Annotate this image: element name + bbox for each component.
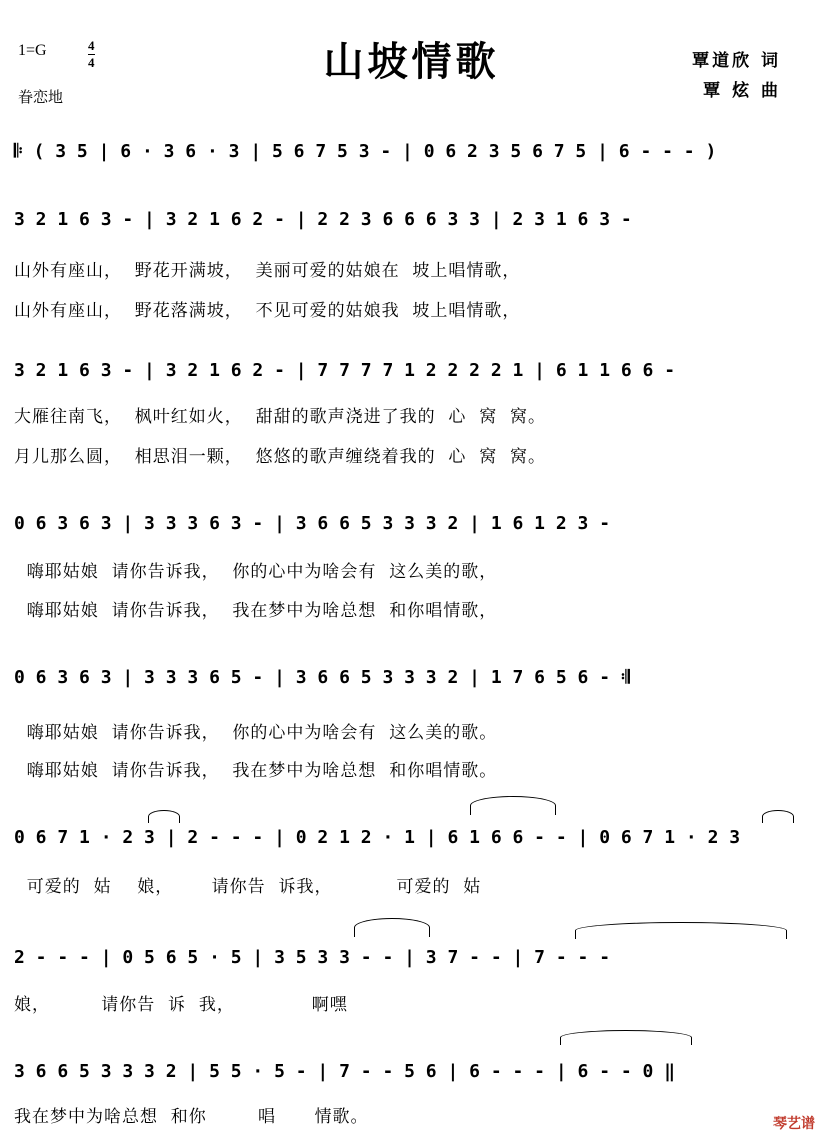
notation-line: 0 6 3 6 3 | 3 3 3 6 3 - | 3 6 6 5 3 3 3 2 | 1 6 1 2 3 - — [14, 512, 611, 534]
lyric-line: 嗨耶姑娘 请你告诉我， 你的心中为啥会有 这么美的歌， — [14, 562, 498, 582]
lyric-line: 可爱的 姑 娘， 请你告 诉我， 可爱的 姑 — [14, 877, 482, 897]
notation-line: 0 6 7 1 · 2 3 | 2 - - - | 0 2 1 2 · 1 | 6 1 6 6 - - | 0 6 7 1 · 2 3 — [14, 826, 741, 848]
lyric-line: 月儿那么圆， 相思泪一颗， 悠悠的歌声缠绕着我的 心 窝 窝。 — [14, 447, 547, 467]
slur-arc — [560, 1030, 692, 1045]
notation-line: 𝄆 ( 3 5 | 6 · 3 6 · 3 | 5 6 7 5 3 - | 0 6 2 3 5 6 7 5 | 6 - - - ) — [14, 140, 717, 162]
lyric-line: 山外有座山， 野花落满坡， 不见可爱的姑娘我 坡上唱情歌， — [14, 301, 521, 321]
notation-line: 0 6 3 6 3 | 3 3 3 6 5 - | 3 6 6 5 3 3 3 2 | 1 7 6 5 6 - 𝄇 — [14, 666, 630, 688]
notation-line: 3 2 1 6 3 - | 3 2 1 6 2 - | 2 2 3 6 6 6 3 3 | 2 3 1 6 3 - — [14, 208, 632, 230]
time-signature — [88, 38, 95, 71]
lyric-line: 嗨耶姑娘 请你告诉我， 我在梦中为啥总想 和你唱情歌。 — [14, 761, 498, 781]
lyric-line: 娘， 请你告 诉 我， 啊嘿 — [14, 995, 348, 1015]
lyric-line: 嗨耶姑娘 请你告诉我， 我在梦中为啥总想 和你唱情歌， — [14, 601, 498, 621]
watermark-logo: 琴艺谱 — [773, 1116, 815, 1132]
page-title: 山坡情歌 — [323, 39, 500, 85]
lyric-line: 山外有座山， 野花开满坡， 美丽可爱的姑娘在 坡上唱情歌， — [14, 261, 521, 281]
meter-bottom: 4 — [88, 55, 95, 70]
meter-top: 4 — [88, 38, 95, 53]
tempo-marking: 眷恋地 — [18, 88, 64, 106]
slur-arc — [470, 796, 556, 815]
lyric-line: 我在梦中为啥总想 和你 唱 情歌。 — [14, 1107, 369, 1127]
slur-arc — [354, 918, 430, 937]
notation-line: 3 2 1 6 3 - | 3 2 1 6 2 - | 7 7 7 7 1 2 2 2 2 1 | 6 1 1 6 6 - — [14, 359, 676, 381]
slur-arc — [575, 922, 787, 939]
lyricist-credit: 覃道欣 词 — [692, 51, 781, 71]
composer-credit: 覃 炫 曲 — [703, 81, 781, 101]
lyric-line: 大雁往南飞， 枫叶红如火， 甜甜的歌声浇进了我的 心 窝 窝。 — [14, 407, 547, 427]
notation-line: 3 6 6 5 3 3 3 2 | 5 5 · 5 - | 7 - - 5 6 | 6 - - - | 6 - - 0 ‖ — [14, 1060, 676, 1082]
lyric-line: 嗨耶姑娘 请你告诉我， 你的心中为啥会有 这么美的歌。 — [14, 723, 498, 743]
notation-line: 2 - - - | 0 5 6 5 · 5 | 3 5 3 3 - - | 3 7 - - | 7 - - - — [14, 946, 611, 968]
key-signature: 1=G — [18, 42, 47, 59]
